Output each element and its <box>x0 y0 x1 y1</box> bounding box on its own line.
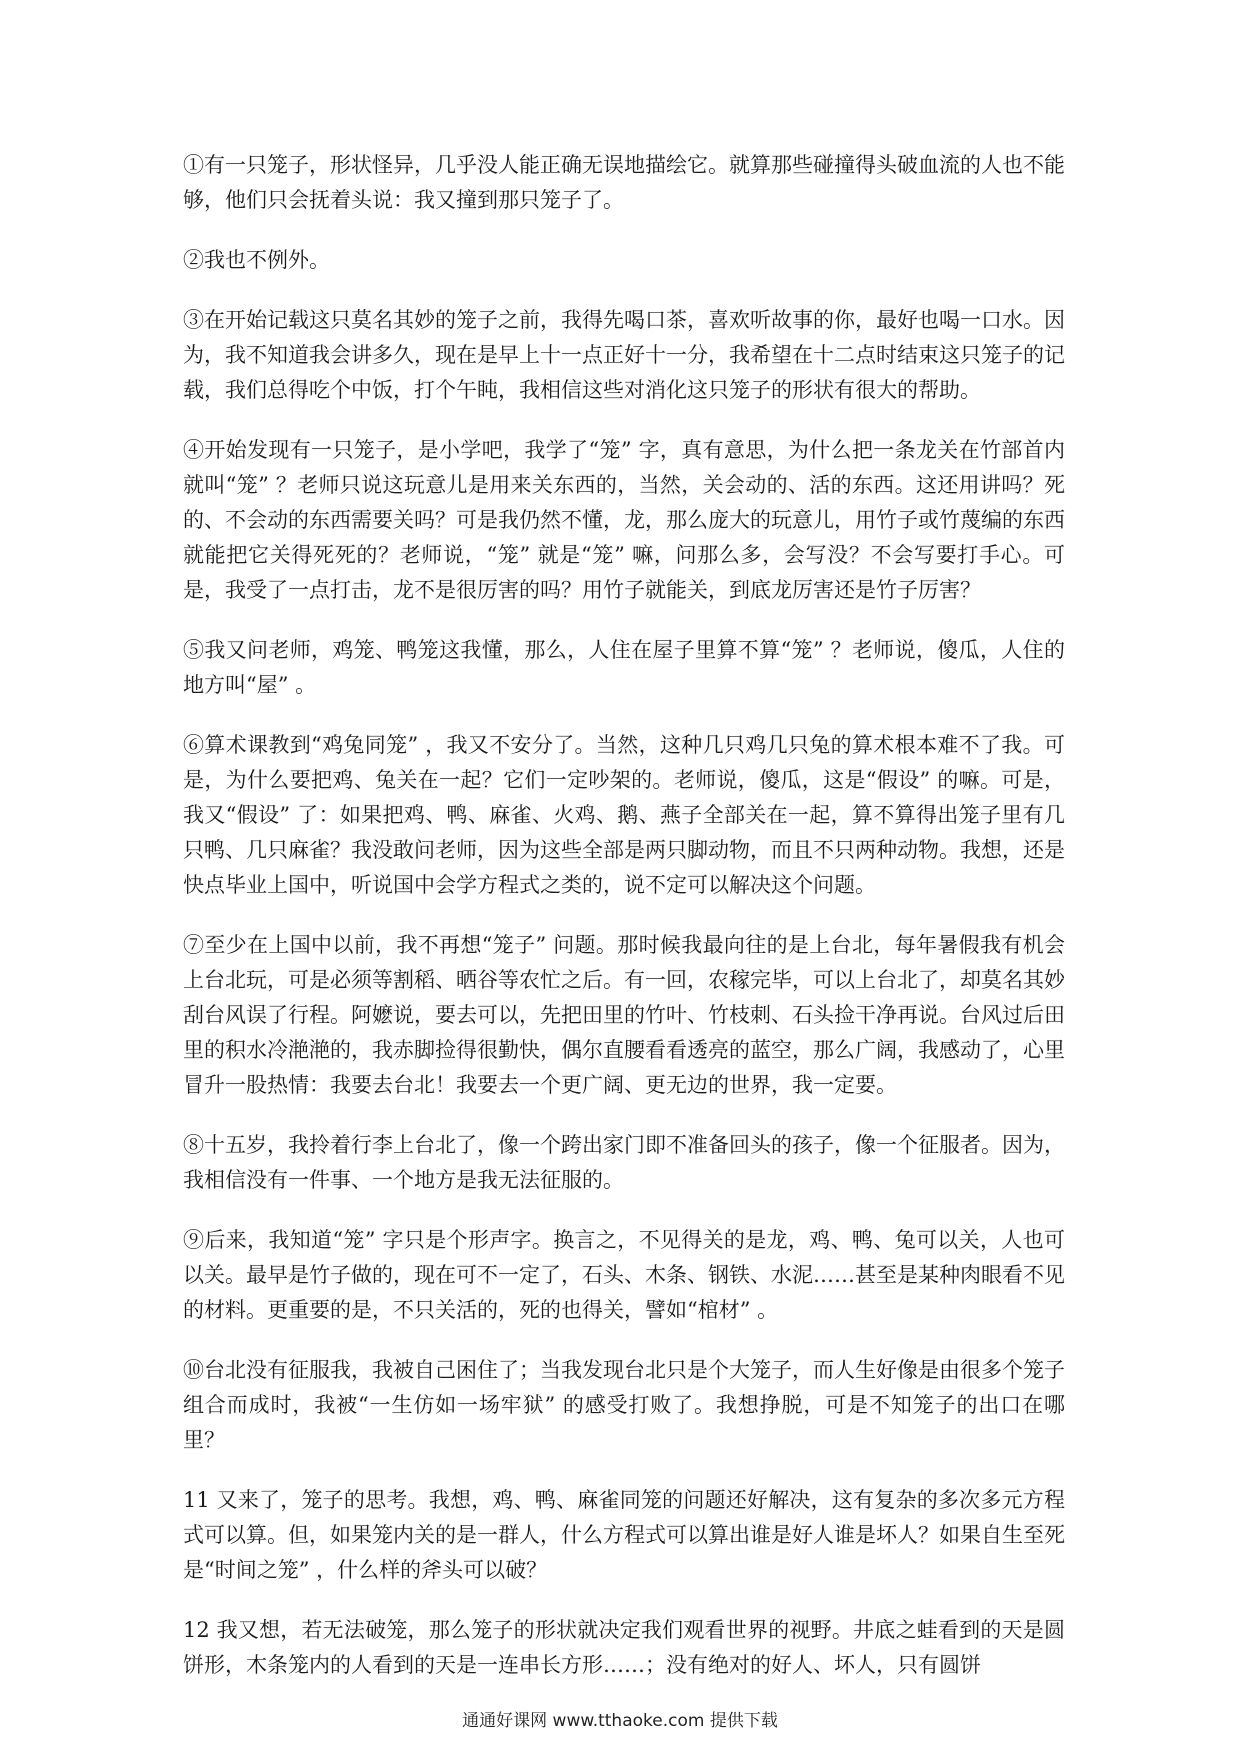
paragraph-10: ⑩台北没有征服我，我被自己困住了；当我发现台北只是个大笼子，而人生好像是由很多个笼子组合而成时，我被“一生仿如一场牢狱” 的感受打败了。我想挣脱，可是不知笼子的出口在哪里？ <box>183 1358 1065 1452</box>
page-footer: 通通好课网 www.tthaoke.com 提供下载 <box>462 1711 778 1731</box>
paragraph-9: ⑨后来，我知道“笼” 字只是个形声字。换言之，不见得关的是龙，鸡、鸭、兔可以关，人也可以关。最早是竹子做的，现在可不一定了，石头、木条、钢铁、水泥……甚至是某种肉眼看不见的材料。更重要的是，不只关活的，死的也得关，譬如“棺材” 。 <box>183 1228 1065 1322</box>
paragraph-1: ①有一只笼子，形状怪异，几乎没人能正确无误地描绘它。就算那些碰撞得头破血流的人也不能够，他们只会抚着头说：我又撞到那只笼子了。 <box>183 153 1065 212</box>
paragraph-2: ②我也不例外。 <box>183 248 330 272</box>
paragraph-12: 12 我又想，若无法破笼，那么笼子的形状就决定我们观看世界的视野。井底之蛙看到的天是圆饼形，木条笼内的人看到的天是一连串长方形……；没有绝对的好人、坏人，只有圆饼 <box>183 1618 1065 1677</box>
paragraph-7: ⑦至少在上国中以前，我不再想“笼子” 问题。那时候我最向往的是上台北，每年暑假我有机会上台北玩，可是必须等割稻、晒谷等农忙之后。有一回，农稼完毕，可以上台北了，却莫名其妙刮台风误了行程。阿嬷说，要去可以，先把田里的竹叶、竹枝刺、石头捡干净再说。台风过后田里的积水冷滟滟的，我赤脚捡得很勤快，偶尔直腰看看透亮的蓝空，那么广阔，我感动了，心里冒升一股热情：我要去台北！我要去一个更广阔、更无边的世界，我一定要。 <box>183 933 1065 1097</box>
paragraph-4: ④开始发现有一只笼子，是小学吧，我学了“笼” 字，真有意思，为什么把一条龙关在竹部首内就叫“笼” ？老师只说这玩意儿是用来关东西的，当然，关会动的、活的东西。这还用讲吗？死的、不会动的东西需要关吗？可是我仍然不懂，龙，那么庞大的玩意儿，用竹子或竹蔑编的东西就能把它关得死死的？老师说，“笼” 就是“笼” 嘛，问那么多，会写没？不会写要打手心。可是，我受了一点打击，龙不是很厉害的吗？用竹子就能关，到底龙厉害还是竹子厉害？ <box>183 438 1065 602</box>
paragraph-11: 11 又来了，笼子的思考。我想，鸡、鸭、麻雀同笼的问题还好解决，这有复杂的多次多元方程式可以算。但，如果笼内关的是一群人，什么方程式可以算出谁是好人谁是坏人？如果自生至死是“时间之笼” ，什么样的斧头可以破？ <box>183 1488 1065 1582</box>
paragraph-3: ③在开始记载这只莫名其妙的笼子之前，我得先喝口茶，喜欢听故事的你，最好也喝一口水。因为，我不知道我会讲多久，现在是早上十一点正好十一分，我希望在十二点时结束这只笼子的记载，我们总得吃个中饭，打个午盹，我相信这些对消化这只笼子的形状有很大的帮助。 <box>183 308 1065 402</box>
paragraph-5: ⑤我又问老师，鸡笼、鸭笼这我懂，那么，人住在屋子里算不算“笼” ？老师说，傻瓜，人住的地方叫“屋” 。 <box>183 638 1065 697</box>
article-body <box>183 148 1065 1708</box>
paragraph-8: ⑧十五岁，我拎着行李上台北了，像一个跨出家门即不准备回头的孩子，像一个征服者。因为，我相信没有一件事、一个地方是我无法征服的。 <box>183 1133 1065 1192</box>
paragraph-6: ⑥算术课教到“鸡兔同笼” ，我又不安分了。当然，这种几只鸡几只兔的算术根本难不了我。可是，为什么要把鸡、兔关在一起？它们一定吵架的。老师说，傻瓜，这是“假设” 的嘛。可是，我又“假设” 了：如果把鸡、鸭、麻雀、火鸡、鹅、燕子全部关在一起，算不算得出笼子里有几只鸭、几只麻雀？我没敢问老师，因为这些全部是两只脚动物，而且不只两种动物。我想，还是快点毕业上国中，听说国中会学方程式之类的，说不定可以解决这个问题。 <box>183 733 1065 897</box>
